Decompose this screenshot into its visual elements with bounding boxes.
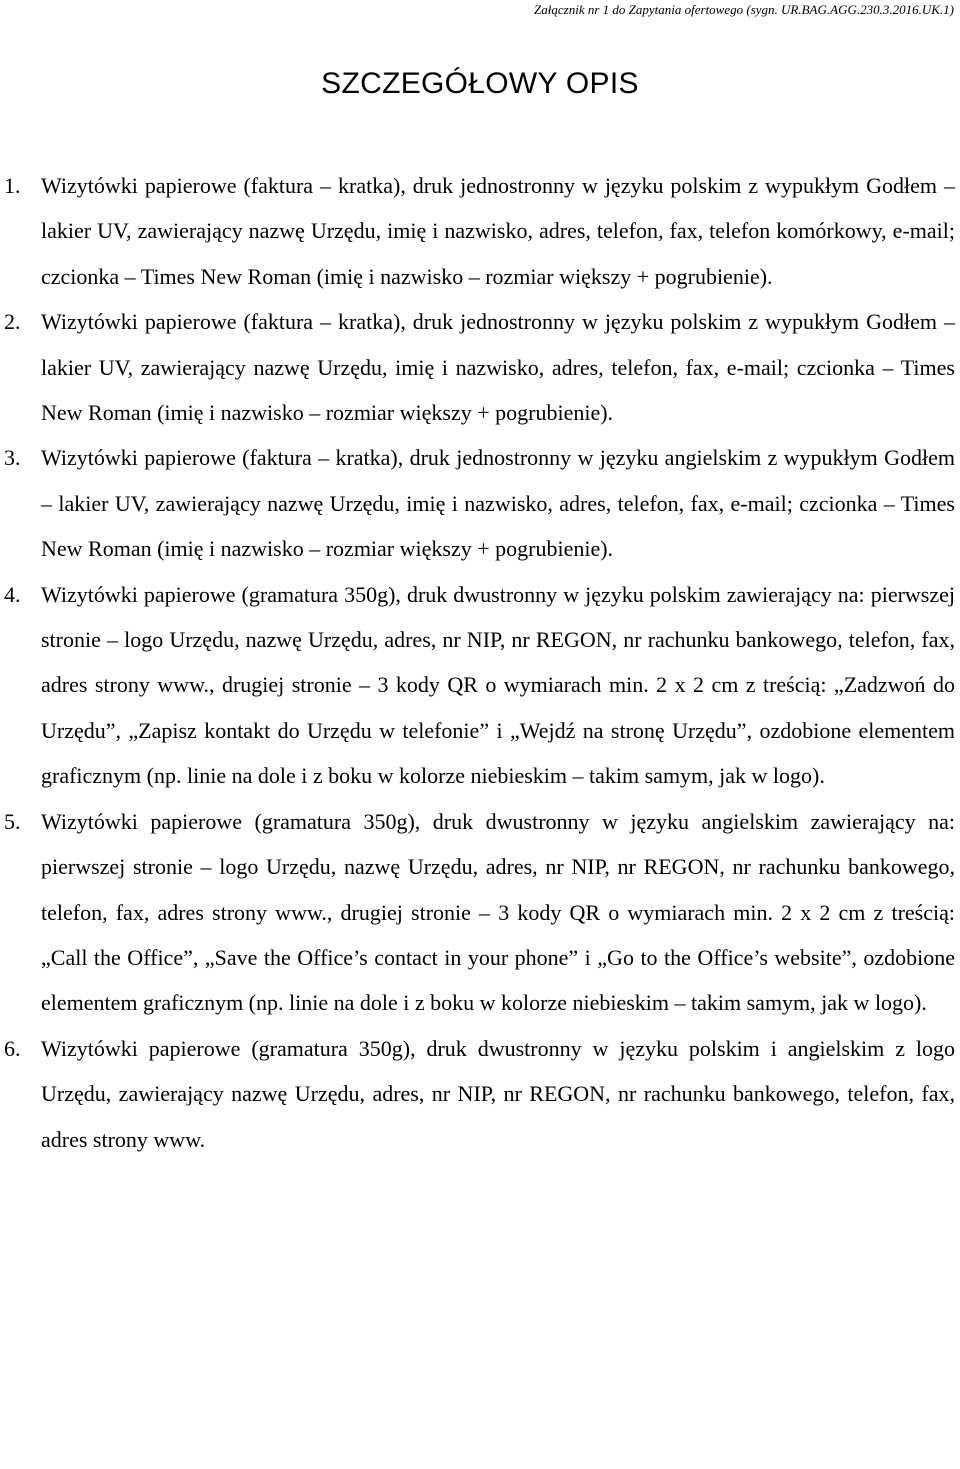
item-number: 6.: [4, 1035, 21, 1061]
item-number: 2.: [4, 309, 21, 335]
list-item: [0, 163, 960, 299]
item-number: 1.: [4, 173, 21, 198]
item-text: Wizytówki papierowe (faktura – kratka), druk jednostronny w języku polskim z wypukłym Godłem – lakier UV, zawierający nazwę Urzędu, imię i nazwisko, adres, telefon, fax, telefon komórkowy, e-mail; czcionka – Times New Roman (imię i nazwisko – rozmiar większy + pogrubienie).: [41, 173, 955, 289]
list-item: [0, 1026, 960, 1162]
attachment-note: Załącznik nr 1 do Zapytania ofertowego (sygn. UR.BAG.AGG.230.3.2016.UK.1): [534, 2, 954, 17]
item-text: Wizytówki papierowe (faktura – kratka), druk jednostronny w języku angielskim z wypukłym Godłem – lakier UV, zawierający nazwę Urzędu, imię i nazwisko, adres, telefon, fax, e-mail; czcionka – Times New Roman (imię i nazwisko – rozmiar większy + pogrubienie).: [41, 445, 955, 562]
list-item: [0, 572, 960, 799]
item-number: 3.: [4, 445, 21, 471]
list-item: [0, 435, 960, 571]
list-item: [0, 299, 960, 435]
item-number: 4.: [4, 581, 21, 607]
item-text: Wizytówki papierowe (gramatura 350g), druk dwustronny w języku polskim i angielskim z logo Urzędu, zawierający nazwę Urzędu, adres, nr NIP, nr REGON, nr rachunku bankowego, telefon, fax, adres strony www.: [41, 1035, 955, 1152]
item-text: Wizytówki papierowe (faktura – kratka), druk jednostronny w języku polskim z wypukłym Godłem – lakier UV, zawierający nazwę Urzędu, imię i nazwisko, adres, telefon, fax, e-mail; czcionka – Times New Roman (imię i nazwisko – rozmiar większy + pogrubienie).: [41, 309, 955, 426]
item-text: Wizytówki papierowe (gramatura 350g), druk dwustronny w języku polskim zawierający na: pierwszej stronie – logo Urzędu, nazwę Urzędu, adres, nr NIP, nr REGON, nr rachunku bankowego, telefon, fax, adres strony www., drugiej stronie – 3 kody QR o wymiarach min. 2 x 2 cm z treścią: „Zadzwoń do Urzędu”, „Zapisz kontakt do Urzędu w telefonie” i „Wejdź na stronę Urzędu”, ozdobione elementem graficznym (np. linie na dole i z boku w kolorze niebieskim – takim samym, jak w logo).: [41, 581, 955, 789]
item-number: 5.: [4, 808, 21, 834]
description-list: [0, 163, 960, 1162]
item-text: Wizytówki papierowe (gramatura 350g), druk dwustronny w języku angielskim zawierający na: pierwszej stronie – logo Urzędu, nazwę Urzędu, adres, nr NIP, nr REGON, nr rachunku bankowego, telefon, fax, adres strony www., drugiej stronie – 3 kody QR o wymiarach min. 2 x 2 cm z treścią: „Call the Office”, „Save the Office’s contact in your phone” i „Go to the Office’s website”, ozdobione elementem graficznym (np. linie na dole i z boku w kolorze niebieskim – takim samym, jak w logo).: [41, 808, 955, 1016]
list-item: [0, 799, 960, 1026]
page-title: SZCZEGÓŁOWY OPIS: [321, 67, 639, 100]
